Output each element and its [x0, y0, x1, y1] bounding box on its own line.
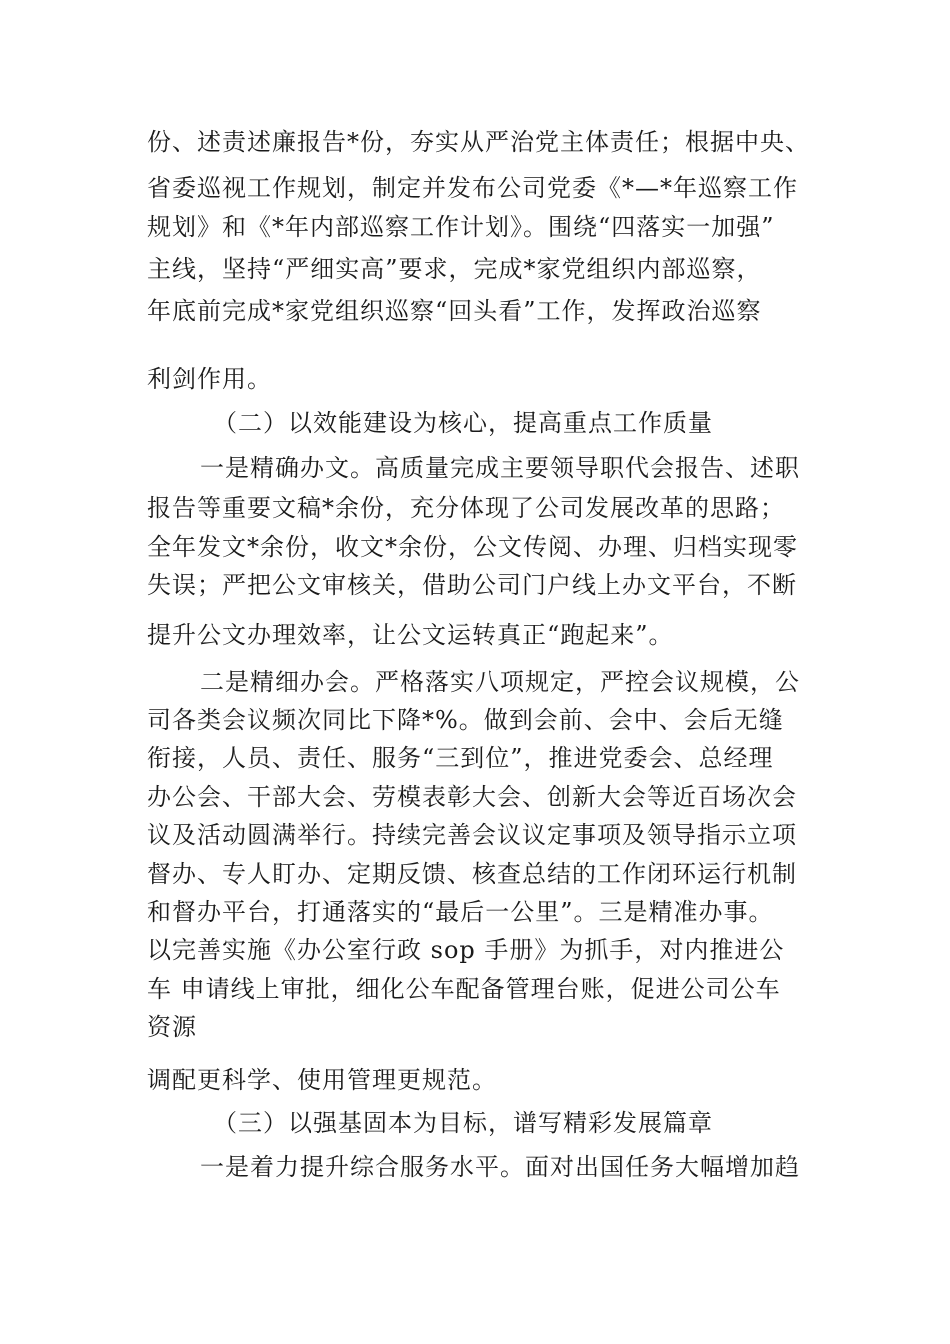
section-heading: （二）以效能建设为核心，提高重点工作质量 — [213, 409, 713, 437]
text-line: 办公会、干部大会、劳模表彰大会、创新大会等近百场次会 — [147, 783, 797, 811]
text-line: 司各类会议频次同比下降*%。做到会前、会中、会后无缝 — [147, 706, 784, 734]
text-line: 议及活动圆满举行。持续完善会议议定事项及领导指示立项 — [147, 821, 797, 849]
text-line: 衔接，人员、责任、服务“三到位”，推进党委会、总经理 — [147, 744, 774, 772]
text-line: 和督办平台，打通落实的“最后一公里”。三是精准办事。 — [147, 898, 774, 926]
text-line: 省委巡视工作规划，制定并发布公司党委《*—*年巡察工作 — [147, 174, 798, 202]
text-line: 资源 — [147, 1013, 197, 1041]
section-heading: （三）以强基固本为目标，谱写精彩发展篇章 — [213, 1109, 713, 1137]
text-line: 利剑作用。 — [147, 365, 272, 393]
text-line: 以完善实施《办公室行政 sop 手册》为抓手，对内推进公 — [147, 936, 785, 964]
text-line: 调配更科学、使用管理更规范。 — [147, 1066, 497, 1094]
text-line: 车 申请线上审批，细化公车配备管理台账，促进公司公车 — [147, 975, 781, 1003]
text-line: 督办、专人盯办、定期反馈、核查总结的工作闭环运行机制 — [147, 860, 797, 888]
text-line: 提升公文办理效率，让公文运转真正“跑起来”。 — [147, 621, 674, 649]
text-line: 份、述责述廉报告*份，夯实从严治党主体责任；根据中央、 — [147, 128, 810, 156]
text-line: 报告等重要文稿*余份，充分体现了公司发展改革的思路； — [147, 494, 785, 522]
text-line: 主线，坚持“严细实高”要求，完成*家党组织内部巡察， — [147, 255, 762, 283]
paragraph-start: 一是着力提升综合服务水平。面对出国任务大幅增加趋 — [200, 1153, 800, 1181]
text-line: 失误；严把公文审核关，借助公司门户线上办文平台，不断 — [147, 571, 797, 599]
text-line: 全年发文*余份，收文*余份，公文传阅、办理、归档实现零 — [147, 533, 798, 561]
paragraph-start: 二是精细办会。严格落实八项规定，严控会议规模，公 — [200, 668, 800, 696]
text-line: 规划》和《*年内部巡察工作计划》。围绕“四落实一加强” — [147, 213, 775, 241]
paragraph-start: 一是精确办文。高质量完成主要领导职代会报告、述职 — [200, 454, 800, 482]
text-line: 年底前完成*家党组织巡察“回头看”工作，发挥政治巡察 — [147, 297, 762, 325]
